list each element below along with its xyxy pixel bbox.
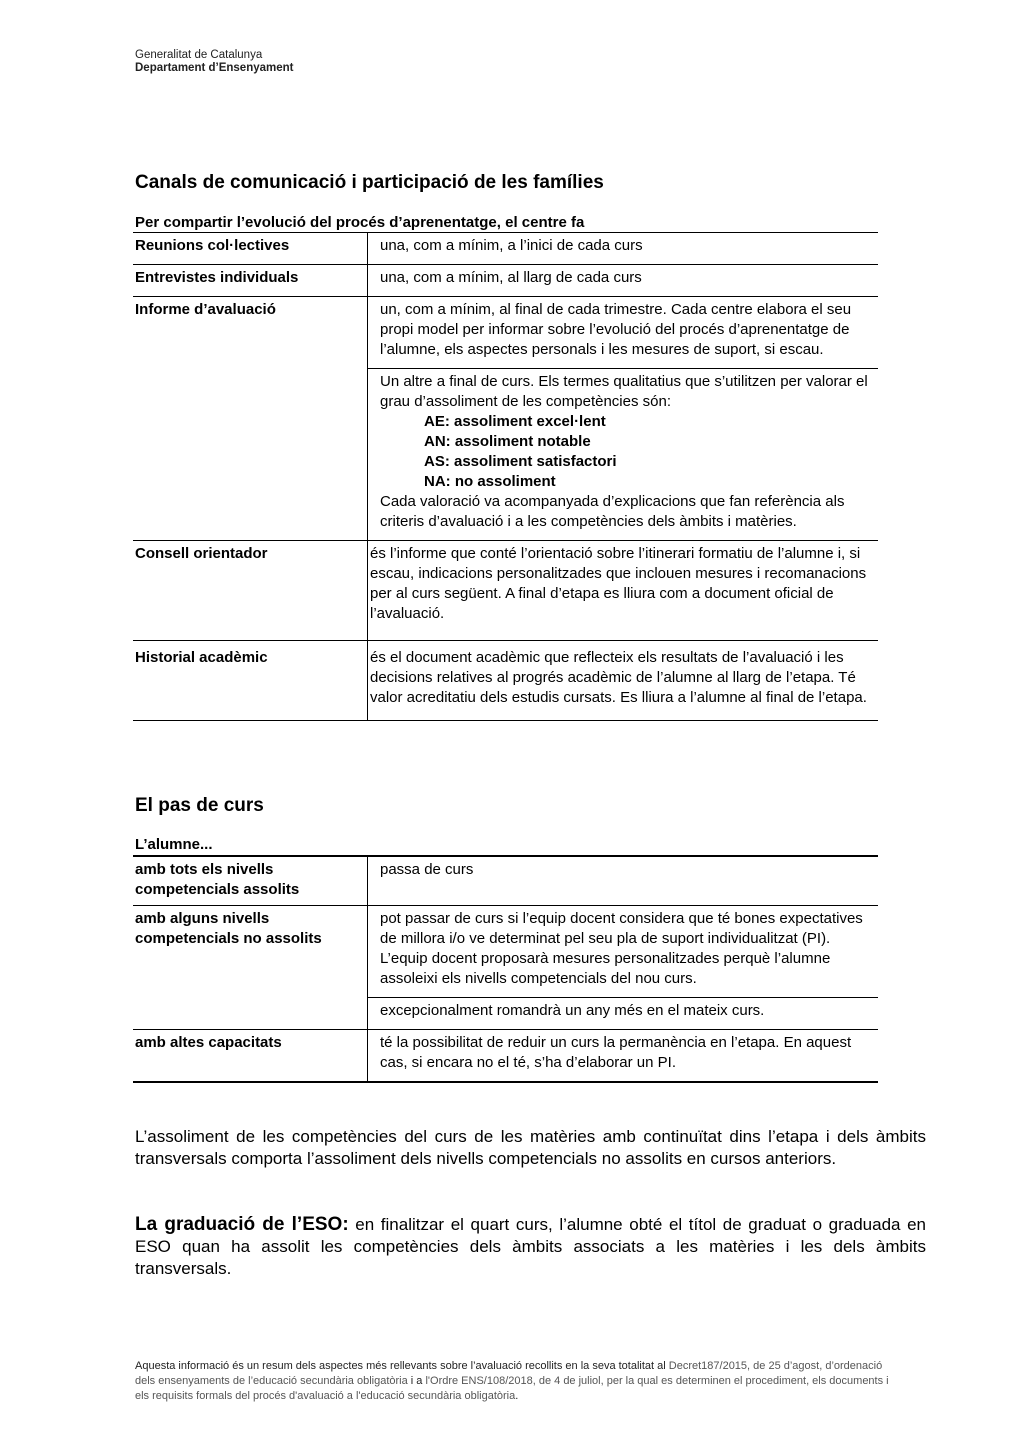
row-text: una, com a mínim, al llarg de cada curs (368, 265, 879, 297)
page-header (135, 49, 294, 75)
department-name: Departament d’Ensenyament (135, 62, 294, 74)
table-row (133, 641, 878, 721)
row-text: passa de curs (368, 856, 879, 906)
level-ae: AE: assoliment excel·lent (424, 413, 606, 430)
graduation-text: en finalitzar el quart curs, l’alumne obté el títol de graduat o graduada en ESO quan ha assolit les competències dels àmbits associats a les matèries i les dels àmbits transversals. (135, 1215, 926, 1278)
table-row (133, 541, 878, 641)
section2-intro: L’alumne... (135, 836, 213, 853)
final-report-after: Cada valoració va acompanyada d’explicacions que fan referència als criteris d’avaluació i a les competències dels àmbits i matèries. (380, 493, 845, 530)
graduation-lead: La graduació de l’ESO: (135, 1214, 349, 1235)
row-text: una, com a mínim, a l’inici de cada curs (368, 233, 879, 265)
competences-paragraph: L’assoliment de les competències del curs de les matèries amb continuïtat dins l’etapa i dels àmbits transversals comporta l’assoliment dels nivells competencials no assolits en cursos anteriors. (135, 1127, 926, 1168)
footer-text: i a (407, 1375, 426, 1387)
row-text: excepcionalment romandrà un any més en el mateix curs. (368, 998, 879, 1030)
progression-table (133, 855, 878, 1083)
row-label: Informe d’avaluació (133, 297, 368, 369)
table-row (133, 1030, 878, 1083)
footer-text: . (515, 1390, 519, 1402)
level-an: AN: assoliment notable (424, 433, 591, 450)
row-label: Entrevistes individuals (133, 265, 368, 297)
communication-table (133, 232, 878, 721)
table-row (133, 998, 878, 1030)
section1-intro: Per compartir l’evolució del procés d’aprenentatge, el centre fa (135, 214, 585, 231)
row-text-final (368, 369, 879, 541)
row-label: Consell orientador (133, 541, 368, 641)
row-text: pot passar de curs si l’equip docent considera que té bones expectatives de millora i/o ve determinat pel seu pla de suport individualitzat (PI). L’equip docent proposarà mesures personalitzades perquè l’alumne assoleixi els nivells competencials del nou curs. (368, 906, 879, 998)
footer-order: l'Ordre ENS/108/2018, de 4 de juliol, per la qual es determinen el procediment, els documents i els requisits formals del procés d'avaluació a l'educació secundària obligatòria (135, 1375, 889, 1402)
row-label: amb alguns nivells competencials no assolits (133, 906, 368, 998)
level-na: NA: no assoliment (424, 473, 556, 490)
table-row (133, 906, 878, 998)
level-as: AS: assoliment satisfactori (424, 453, 617, 470)
section2-title: El pas de curs (135, 795, 264, 816)
table-row (133, 297, 878, 369)
row-label: Reunions col·lectives (133, 233, 368, 265)
graduation-paragraph (135, 1214, 926, 1280)
row-text: té la possibilitat de reduir un curs la permanència en l’etapa. En aquest cas, si encara no el té, s’ha d’elaborar un PI. (368, 1030, 879, 1083)
row-text: és el document acadèmic que reflecteix els resultats de l’avaluació i les decisions relatives al progrés acadèmic de l’alumne al llarg de l’etapa. Té valor acreditatiu dels estudis cursats. Es lliura a l’alumne al final de l’etapa. (368, 641, 879, 721)
footer-note (135, 1359, 895, 1404)
row-label: amb tots els nivells competencials assolits (133, 856, 368, 906)
row-label: amb altes capacitats (133, 1030, 368, 1083)
section1-title: Canals de comunicació i participació de les famílies (135, 172, 604, 193)
footer-text: Aquesta informació és un resum dels aspectes més rellevants sobre l’avaluació recollits en la seva totalitat al (135, 1360, 669, 1372)
row-label (133, 998, 368, 1030)
org-name: Generalitat de Catalunya (135, 49, 263, 61)
row-label (133, 369, 368, 541)
row-text: un, com a mínim, al final de cada trimestre. Cada centre elabora el seu propi model per informar sobre l’evolució del procés d’aprenentatge de l’alumne, els aspectes personals i les mesures de suport, si escau. (368, 297, 879, 369)
table-row (133, 265, 878, 297)
final-report-text: Un altre a final de curs. Els termes qualitatius que s’utilitzen per valorar el grau d’assoliment de les competències són: (380, 373, 868, 410)
table-row (133, 369, 878, 541)
table-row (133, 233, 878, 265)
row-text: és l’informe que conté l’orientació sobre l’itinerari formatiu de l’alumne i, si escau, indicacions personalitzades que inclouen mesures i recomanacions per al curs següent. A final d’etapa es lliura com a document oficial de l’avaluació. (368, 541, 879, 641)
footer-decree: Decret187/2015, de 25 d’agost, d’ordenació dels ensenyaments de l’educació secundària obligatòria (135, 1360, 883, 1387)
row-label: Historial acadèmic (133, 641, 368, 721)
table-row (133, 856, 878, 906)
